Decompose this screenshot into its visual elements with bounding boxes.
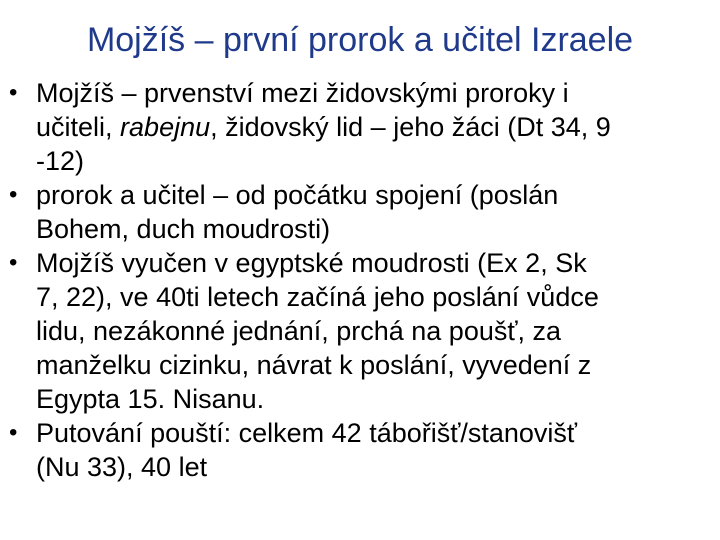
bullet-dot-icon: •: [9, 419, 18, 446]
bullet-text-line: -12): [36, 146, 85, 176]
bullet-item: [0, 76, 720, 178]
bullet-dot-icon: •: [9, 79, 18, 106]
bullet-text-line: 7, 22), ve 40ti letech začíná jeho poslání vůdce: [36, 282, 599, 312]
emphasized-term: rabejnu: [120, 112, 211, 142]
bullet-text-line: Mojžíš vyučen v egyptské moudrosti (Ex 2, Sk: [36, 248, 587, 278]
bullet-item: [0, 246, 720, 416]
bullet-text-line: manželku cizinku, návrat k poslání, vyvedení z: [36, 350, 592, 380]
bullet-text-line: Putování pouští: celkem 42 tábořišť/stanovišť: [36, 418, 578, 448]
slide-title: Mojžíš – první prorok a učitel Izraele: [86, 21, 634, 59]
bullet-dot-icon: •: [9, 249, 18, 276]
bullet-text-line: Egypta 15. Nisanu.: [36, 384, 265, 414]
bullet-item: [0, 178, 720, 246]
bullet-text-line: Mojžíš – prvenství mezi židovskými proroky i: [36, 78, 569, 108]
bullet-text-line: Bohem, duch moudrosti): [36, 214, 331, 244]
bullet-list: [0, 76, 720, 484]
bullet-text-line: (Nu 33), 40 let: [36, 452, 208, 482]
bullet-text-line: prorok a učitel – od počátku spojení (poslán: [36, 180, 559, 210]
bullet-item: [0, 416, 720, 484]
bullet-dot-icon: •: [9, 181, 18, 208]
bullet-text-line: lidu, nezákonné jednání, prchá na poušť, za: [36, 316, 561, 346]
bullet-text-line: učiteli, rabejnu, židovský lid – jeho žáci (Dt 34, 9: [36, 112, 611, 142]
